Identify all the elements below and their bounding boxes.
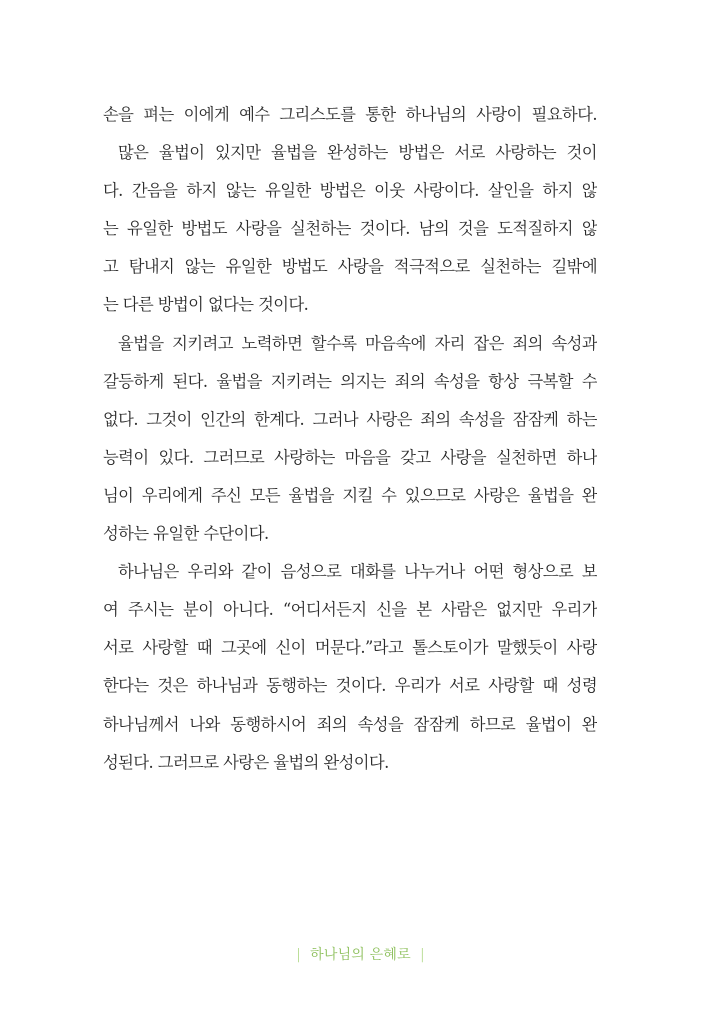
footer-divider-left: | <box>296 947 302 963</box>
page-footer <box>0 944 721 964</box>
text-line: 한다는 것은 하나님과 동행하는 것이다. 우리가 서로 사랑할 때 성령 <box>103 676 597 696</box>
text-line: 다. 간음을 하지 않는 유일한 방법은 이웃 사랑이다. 살인을 하지 않 <box>103 181 597 201</box>
footer-divider-right: | <box>419 947 425 963</box>
text-line: 많은 율법이 있지만 율법을 완성하는 방법은 서로 사랑하는 것이 <box>118 143 597 163</box>
text-line: 갈등하게 된다. 율법을 지키려는 의지는 죄의 속성을 항상 극복할 수 <box>103 371 597 391</box>
text-line: 손을 펴는 이에게 예수 그리스도를 통한 하나님의 사랑이 필요하다. <box>103 105 597 124</box>
footer-book-title: 하나님의 은혜로 <box>310 947 411 963</box>
text-line: 하나님께서 나와 동행하시어 죄의 속성을 잠잠케 하므로 율법이 완 <box>103 714 597 734</box>
text-line: 서로 사랑할 때 그곳에 신이 머문다.”라고 톨스토이가 말했듯이 사랑 <box>103 638 597 658</box>
text-line: 율법을 지키려고 노력하면 할수록 마음속에 자리 잡은 죄의 속성과 <box>118 333 597 353</box>
text-line: 는 유일한 방법도 사랑을 실천하는 것이다. 남의 것을 도적질하지 않 <box>103 219 597 239</box>
text-line: 성하는 유일한 수단이다. <box>103 524 269 544</box>
body-text <box>103 100 597 786</box>
text-line: 하나님은 우리와 같이 음성으로 대화를 나누거나 어떤 형상으로 보 <box>118 562 597 582</box>
text-line: 여 주시는 분이 아니다. “어디서든지 신을 본 사람은 없지만 우리가 <box>103 600 597 620</box>
text-line: 능력이 있다. 그러므로 사랑하는 마음을 갖고 사랑을 실천하면 하나 <box>103 447 597 467</box>
text-line: 고 탐내지 않는 유일한 방법도 사랑을 적극적으로 실천하는 길밖에 <box>103 257 597 277</box>
text-line: 성된다. 그러므로 사랑은 율법의 완성이다. <box>103 752 389 772</box>
text-line: 없다. 그것이 인간의 한계다. 그러나 사랑은 죄의 속성을 잠잠케 하는 <box>103 409 597 429</box>
text-line: 님이 우리에게 주신 모든 율법을 지킬 수 있으므로 사랑은 율법을 완 <box>103 485 597 505</box>
text-line: 는 다른 방법이 없다는 것이다. <box>103 295 309 315</box>
